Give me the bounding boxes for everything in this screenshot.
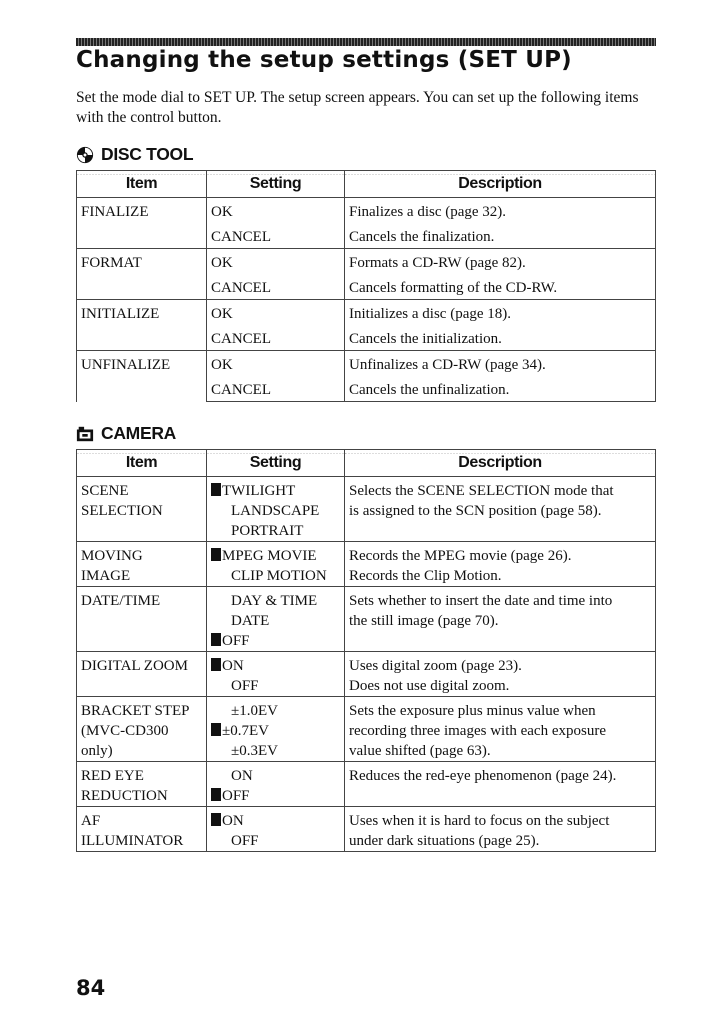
item-line: BRACKET STEP xyxy=(81,703,190,719)
description-cell: Formats a CD-RW (page 82). xyxy=(345,249,656,275)
page-title: Changing the setup settings (SET UP) xyxy=(76,47,572,73)
column-header-description: Description xyxy=(345,171,656,198)
column-header-setting: Setting xyxy=(207,171,345,198)
setting-cell xyxy=(207,477,345,542)
table-row xyxy=(77,697,656,762)
setting-cell xyxy=(207,807,345,852)
item-line: (MVC-CD300 xyxy=(81,723,169,739)
description-line: recording three images with each exposure xyxy=(349,723,606,739)
column-header-item: Item xyxy=(77,450,207,477)
setting-option-label: LANDSCAPE xyxy=(231,503,320,519)
setting-option-label: MPEG MOVIE xyxy=(222,548,317,564)
description-line: Selects the SCENE SELECTION mode that xyxy=(349,483,614,499)
default-marker-icon xyxy=(211,483,221,496)
description-cell: Unfinalizes a CD-RW (page 34). xyxy=(345,351,656,377)
description-line: Records the MPEG movie (page 26). xyxy=(349,548,572,564)
item-line: MOVING xyxy=(81,548,143,564)
item-cell: UNFINALIZE xyxy=(77,351,207,402)
description-line: Records the Clip Motion. xyxy=(349,568,502,584)
setting-option-label: TWILIGHT xyxy=(222,483,296,499)
setting-cell: OK xyxy=(207,249,345,275)
description-cell xyxy=(345,587,656,652)
table-row xyxy=(77,807,656,852)
item-line: DATE/TIME xyxy=(81,593,161,609)
description-line: Sets whether to insert the date and time into xyxy=(349,593,613,609)
setting-cell: OK xyxy=(207,351,345,377)
setting-option-label: ±0.7EV xyxy=(222,723,269,739)
top-rule xyxy=(76,38,656,46)
description-cell: Cancels the unfinalization. xyxy=(345,376,656,402)
default-marker-icon xyxy=(211,723,221,736)
item-line: IMAGE xyxy=(81,568,131,584)
setting-option xyxy=(211,811,342,831)
setting-cell xyxy=(207,587,345,652)
item-line: DIGITAL ZOOM xyxy=(81,658,188,674)
page-number: 84 xyxy=(76,976,106,1000)
description-line: Does not use digital zoom. xyxy=(349,678,510,694)
table-row xyxy=(77,542,656,587)
setting-option xyxy=(211,521,342,541)
setting-cell: OK xyxy=(207,198,345,224)
item-cell xyxy=(77,542,207,587)
setting-option xyxy=(211,786,342,806)
disc-tool-heading xyxy=(76,144,193,165)
table-row xyxy=(77,477,656,542)
description-line: Sets the exposure plus minus value when xyxy=(349,703,596,719)
description-cell xyxy=(345,697,656,762)
description-line: Uses when it is hard to focus on the subject xyxy=(349,813,610,829)
disc-icon xyxy=(76,146,94,164)
camera-table-body xyxy=(77,477,656,852)
setting-option xyxy=(211,721,342,741)
default-marker-icon xyxy=(211,658,221,671)
default-marker-icon xyxy=(211,548,221,561)
disc-tool-table xyxy=(76,170,656,402)
description-cell xyxy=(345,762,656,807)
description-cell: Initializes a disc (page 18). xyxy=(345,300,656,326)
table-row xyxy=(77,351,656,377)
setting-option xyxy=(211,501,342,521)
item-cell: FORMAT xyxy=(77,249,207,300)
camera-icon xyxy=(76,425,94,443)
table-row xyxy=(77,300,656,326)
setting-option-label: CLIP MOTION xyxy=(231,568,327,584)
item-cell xyxy=(77,762,207,807)
description-cell: Cancels the initialization. xyxy=(345,325,656,351)
setting-option-label: ON xyxy=(231,768,253,784)
setting-cell xyxy=(207,762,345,807)
setting-option xyxy=(211,741,342,761)
item-line: only) xyxy=(81,743,113,759)
setting-cell: CANCEL xyxy=(207,325,345,351)
setting-option xyxy=(211,631,342,651)
description-line: Reduces the red-eye phenomenon (page 24). xyxy=(349,768,617,784)
setting-option xyxy=(211,766,342,786)
table-header-row xyxy=(77,171,656,198)
table-header-row xyxy=(77,450,656,477)
camera-table xyxy=(76,449,656,852)
item-cell xyxy=(77,697,207,762)
setting-option-label: PORTRAIT xyxy=(231,523,304,539)
item-cell xyxy=(77,652,207,697)
item-line: RED EYE xyxy=(81,768,144,784)
table-row xyxy=(77,587,656,652)
setting-option xyxy=(211,481,342,501)
default-marker-icon xyxy=(211,633,221,646)
column-header-item: Item xyxy=(77,171,207,198)
setting-option xyxy=(211,611,342,631)
item-line: SELECTION xyxy=(81,503,163,519)
description-line: Uses digital zoom (page 23). xyxy=(349,658,522,674)
description-line: the still image (page 70). xyxy=(349,613,499,629)
setting-cell xyxy=(207,542,345,587)
setting-option xyxy=(211,676,342,696)
setting-option-label: OFF xyxy=(231,678,259,694)
camera-title: CAMERA xyxy=(101,423,177,443)
item-cell xyxy=(77,587,207,652)
item-cell xyxy=(77,477,207,542)
item-cell: INITIALIZE xyxy=(77,300,207,351)
setting-cell: CANCEL xyxy=(207,376,345,402)
table-row xyxy=(77,652,656,697)
description-cell: Cancels formatting of the CD-RW. xyxy=(345,274,656,300)
item-cell xyxy=(77,807,207,852)
setting-cell xyxy=(207,652,345,697)
camera-heading xyxy=(76,423,176,444)
setting-option xyxy=(211,566,342,586)
description-cell: Finalizes a disc (page 32). xyxy=(345,198,656,224)
setting-option-label: ±0.3EV xyxy=(231,743,278,759)
setting-option xyxy=(211,591,342,611)
description-line: under dark situations (page 25). xyxy=(349,833,540,849)
setting-option xyxy=(211,546,342,566)
setting-cell xyxy=(207,697,345,762)
column-header-description: Description xyxy=(345,450,656,477)
setting-cell: CANCEL xyxy=(207,274,345,300)
setting-cell: CANCEL xyxy=(207,223,345,249)
table-row xyxy=(77,762,656,807)
default-marker-icon xyxy=(211,788,221,801)
setting-option-label: ON xyxy=(222,813,244,829)
setting-option-label: OFF xyxy=(222,788,250,804)
setting-option xyxy=(211,656,342,676)
description-cell: Cancels the finalization. xyxy=(345,223,656,249)
description-line: value shifted (page 63). xyxy=(349,743,491,759)
disc-tool-title: DISC TOOL xyxy=(101,144,194,164)
item-line: SCENE xyxy=(81,483,129,499)
setting-option-label: ON xyxy=(222,658,244,674)
setting-option xyxy=(211,831,342,851)
setting-cell: OK xyxy=(207,300,345,326)
description-cell xyxy=(345,542,656,587)
setting-option-label: ±1.0EV xyxy=(231,703,278,719)
setting-option-label: DATE xyxy=(231,613,270,629)
item-line: REDUCTION xyxy=(81,788,168,804)
setting-option xyxy=(211,701,342,721)
column-header-setting: Setting xyxy=(207,450,345,477)
description-line: is assigned to the SCN position (page 58). xyxy=(349,503,602,519)
item-line: AF xyxy=(81,813,101,829)
setting-option-label: OFF xyxy=(222,633,250,649)
table-row xyxy=(77,198,656,224)
default-marker-icon xyxy=(211,813,221,826)
description-cell xyxy=(345,807,656,852)
item-cell: FINALIZE xyxy=(77,198,207,249)
description-cell xyxy=(345,477,656,542)
description-cell xyxy=(345,652,656,697)
item-line: ILLUMINATOR xyxy=(81,833,184,849)
setting-option-label: OFF xyxy=(231,833,259,849)
intro-paragraph: Set the mode dial to SET UP. The setup screen appears. You can set up the following items with the control button. xyxy=(76,89,639,126)
table-row xyxy=(77,249,656,275)
setting-option-label: DAY & TIME xyxy=(231,593,318,609)
